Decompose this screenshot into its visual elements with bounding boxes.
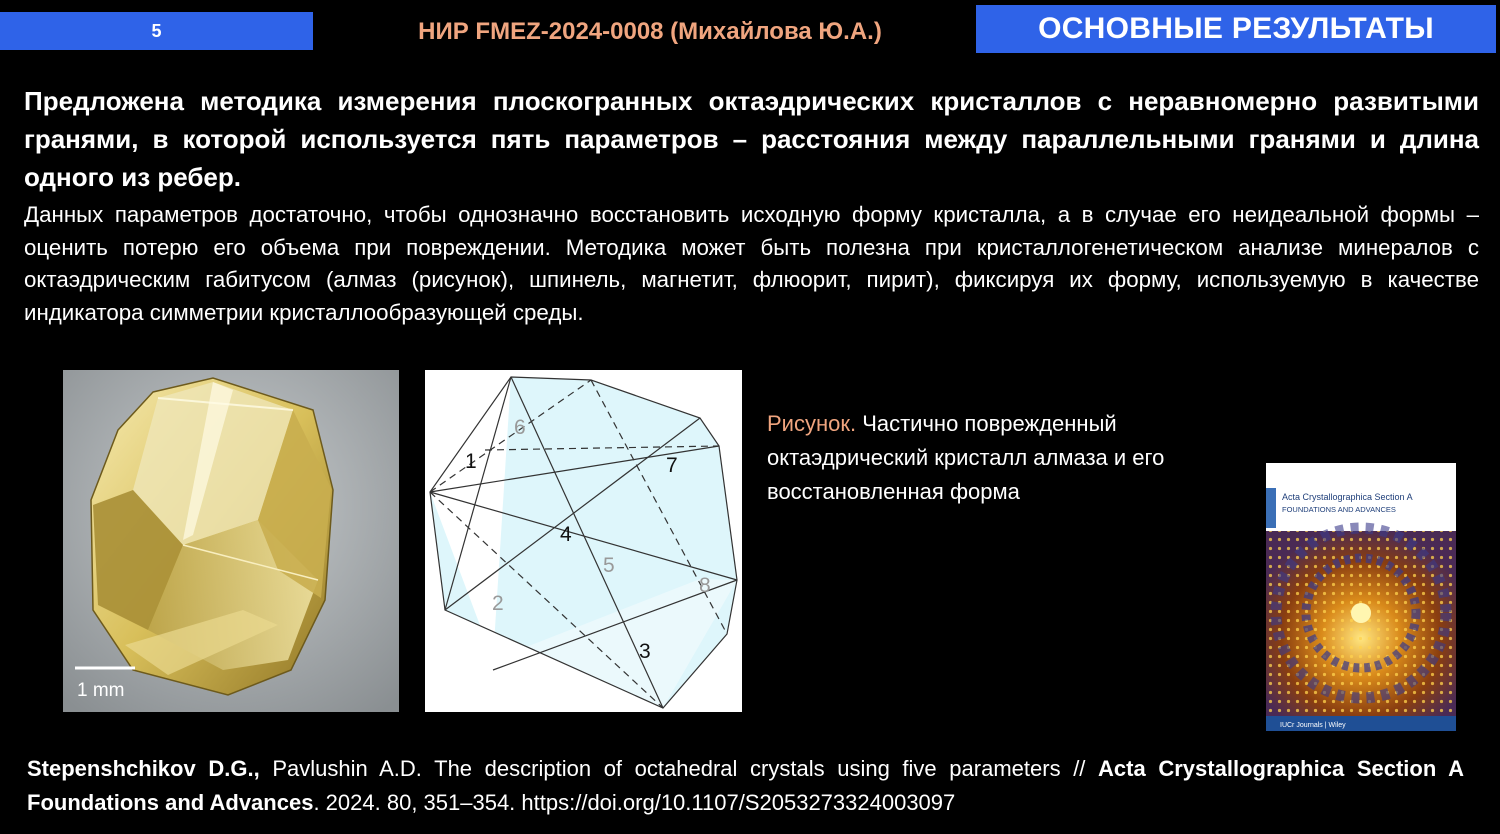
slide-number-bar — [0, 12, 313, 50]
citation-journal: Acta Crystallographica Section A Foundations and Advances — [27, 756, 1464, 815]
face-label-6: 6 — [514, 416, 526, 439]
project-title: НИР FMEZ-2024-0008 (Михайлова Ю.А.) — [418, 18, 882, 45]
face-label-4: 4 — [560, 523, 572, 546]
cover-title-line1: Acta Crystallographica Section A — [1282, 492, 1413, 502]
slide-number: 5 — [151, 20, 162, 41]
face-label-7: 7 — [666, 454, 678, 477]
citation-authors: Pavlushin A.D. The description of octahedral crystals using five parameters // — [259, 756, 1099, 781]
citation — [27, 752, 1464, 820]
section-tag — [976, 5, 1496, 53]
caption-lead: Рисунок. — [767, 411, 857, 436]
journal-cover — [1266, 463, 1456, 731]
face-label-8: 8 — [699, 574, 711, 597]
octahedron-diagram — [425, 370, 742, 712]
crystal-photo — [63, 370, 399, 712]
face-label-3: 3 — [639, 640, 651, 663]
scale-label: 1 mm — [77, 680, 125, 701]
body-text: Данных параметров достаточно, чтобы однозначно восстановить исходную форму кристалла, а в случае его неидеальной формы – оценить потерю его объема при повреждении. Методика может быть полезна при кристаллогенетическом анализе минералов с октаэдрическим габитусом (алмаз (рисунок), шпинель, магнетит, флюорит, пирит), фиксируя их форму, используемую в качестве индикатора симметрии кристаллообразующей среды. — [24, 202, 1479, 325]
headline: Предложена методика измерения плоскогранных октаэдрических кристаллов с неравномерно развитыми гранями, в которой используется пять параметров – расстояния между параллельными гранями и длина одного из ребер. — [24, 86, 1479, 192]
face-label-2: 2 — [492, 592, 504, 615]
citation-first-author: Stepenshchikov D.G., — [27, 756, 260, 781]
cover-footer: IUCr Journals | Wiley — [1280, 722, 1346, 729]
figure-caption — [767, 407, 1237, 509]
face-label-5: 5 — [603, 554, 615, 577]
section-tag-label: ОСНОВНЫЕ РЕЗУЛЬТАТЫ — [1038, 12, 1434, 45]
cover-title-line2: FOUNDATIONS AND ADVANCES — [1282, 505, 1396, 514]
citation-details: . 2024. 80, 351–354. https://doi.org/10.1107/S2053273324003097 — [313, 790, 956, 815]
face-label-1: 1 — [465, 450, 477, 473]
caption-text: Частично поврежденный октаэдрический кристалл алмаза и его восстановленная форма — [767, 411, 1165, 504]
